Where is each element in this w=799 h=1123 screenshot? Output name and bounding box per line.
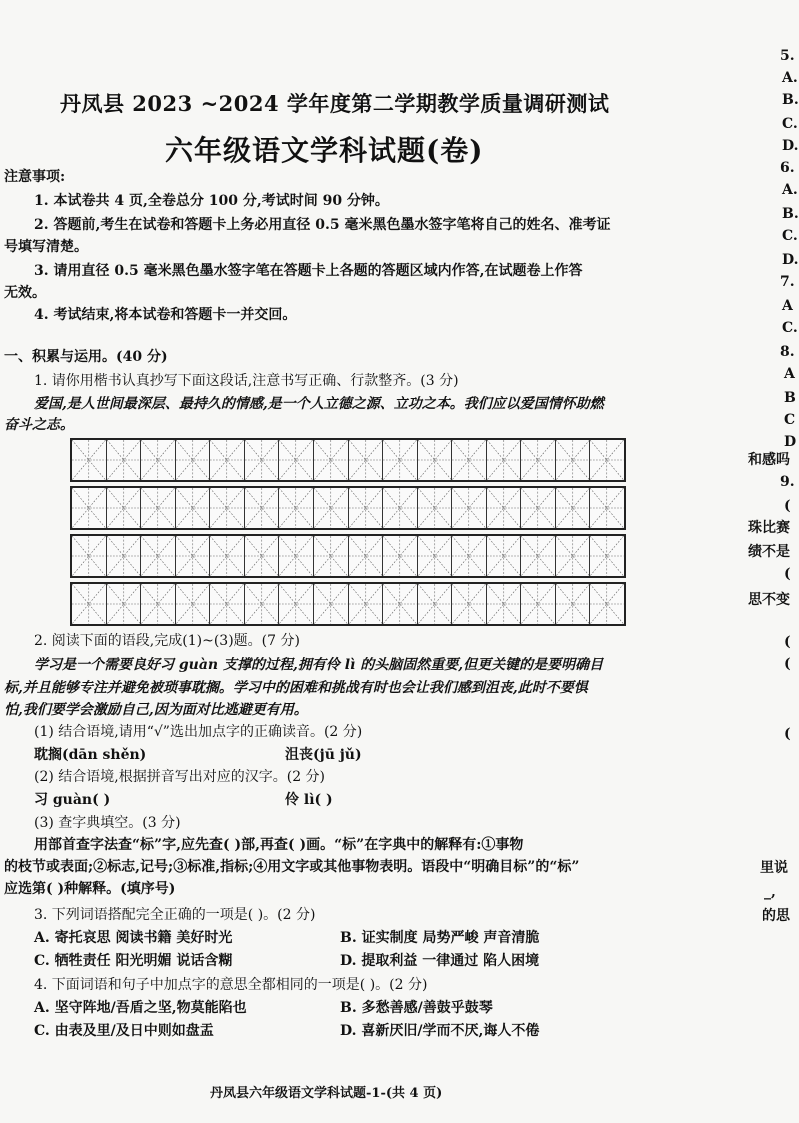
grid-cell[interactable] <box>590 440 624 480</box>
grid-cell[interactable] <box>521 584 556 624</box>
grid-cell[interactable] <box>176 536 211 576</box>
fragment-text: B. <box>782 92 799 108</box>
reading-passage: 怕,我们要学会激励自己,因为面对比逃避更有用。 <box>4 702 308 718</box>
grid-cell[interactable] <box>176 440 211 480</box>
grid-cell[interactable] <box>107 488 142 528</box>
copy-passage: 奋斗之志。 <box>4 417 74 433</box>
fragment-text: _, <box>764 884 776 900</box>
grid-cell[interactable] <box>279 584 314 624</box>
option-d: D. 提取利益 一律通过 陷人困境 <box>340 953 540 969</box>
subquestion: (2) 结合语境,根据拼音写出对应的汉字。(2 分) <box>34 769 326 785</box>
grid-cell[interactable] <box>141 440 176 480</box>
dictionary-text: 用部首查字法查“标”字,应先查( )部,再查( )画。“标”在字典中的解释有:①事物 <box>34 837 524 853</box>
question-3-prompt: 3. 下列词语搭配完全正确的一项是( )。(2 分) <box>34 907 316 923</box>
grid-cell[interactable] <box>141 584 176 624</box>
grid-cell[interactable] <box>141 536 176 576</box>
grid-cell[interactable] <box>279 536 314 576</box>
fragment-text: 珠比赛 <box>748 520 790 536</box>
fragment-text: ( <box>784 498 791 514</box>
grid-cell[interactable] <box>590 488 624 528</box>
fragment-text: ( <box>784 726 791 742</box>
fragment-text: D <box>784 434 797 450</box>
page-footer: 丹凤县六年级语文学科试题-1-(共 4 页) <box>210 1086 443 1101</box>
grid-cell[interactable] <box>487 488 522 528</box>
note-item: 3. 请用直径 0.5 毫米黑色墨水签字笔在答题卡上各题的答题区域内作答,在试题卷上作答 <box>34 263 583 279</box>
grid-cell[interactable] <box>452 584 487 624</box>
grid-cell[interactable] <box>279 440 314 480</box>
grid-cell[interactable] <box>383 536 418 576</box>
grid-cell[interactable] <box>176 584 211 624</box>
adjacent-page-fragment <box>748 0 799 1123</box>
grid-cell[interactable] <box>418 584 453 624</box>
grid-cell[interactable] <box>487 440 522 480</box>
pinyin-option: 耽搁(dān shěn) <box>34 747 147 763</box>
option-c: C. 牺牲责任 阳光明媚 说话含糊 <box>34 953 233 969</box>
fragment-text: C <box>784 412 796 428</box>
dictionary-text: 的枝节或表面;②标志,记号;③标准,指标;④用文字或其他事物表明。语段中“明确目标”的“标” <box>4 859 580 875</box>
grid-cell[interactable] <box>279 488 314 528</box>
grid-cell[interactable] <box>245 584 280 624</box>
pinyin-blank: 习 guàn( ) <box>34 792 111 808</box>
grid-cell[interactable] <box>210 536 245 576</box>
fragment-text: D. <box>782 252 799 268</box>
fragment-text: A. <box>782 70 798 86</box>
grid-cell[interactable] <box>383 584 418 624</box>
notes-heading: 注意事项: <box>4 169 66 185</box>
fragment-text: B. <box>782 206 799 222</box>
option-b: B. 多愁善感/善鼓乎鼓琴 <box>340 1000 493 1016</box>
grid-cell[interactable] <box>72 536 107 576</box>
fragment-text: C. <box>782 320 798 336</box>
note-item: 2. 答题前,考生在试卷和答题卡上务必用直径 0.5 毫米黑色墨水签字笔将自己的姓名、准考证 <box>34 217 611 233</box>
grid-row[interactable] <box>70 486 626 530</box>
section-heading: 一、积累与运用。(40 分) <box>4 349 168 365</box>
fragment-text: 9. <box>780 474 795 490</box>
grid-cell[interactable] <box>141 488 176 528</box>
fragment-text: A <box>784 366 795 382</box>
reading-passage: 标,并且能够专注并避免被琐事耽搁。学习中的困难和挑战有时也会让我们感到沮丧,此时不要惧 <box>4 680 588 696</box>
grid-cell[interactable] <box>487 584 522 624</box>
grid-cell[interactable] <box>556 536 591 576</box>
grid-cell[interactable] <box>107 536 142 576</box>
fragment-text: C. <box>782 116 798 132</box>
grid-cell[interactable] <box>349 488 384 528</box>
pinyin-option: 沮丧(jū jǔ) <box>285 747 362 763</box>
option-a: A. 寄托哀思 阅读书籍 美好时光 <box>34 930 233 946</box>
question-1-prompt: 1. 请你用楷书认真抄写下面这段话,注意书写正确、行款整齐。(3 分) <box>34 373 459 389</box>
grid-cell[interactable] <box>314 584 349 624</box>
exam-title: 丹凤县 2023 ~2024 学年度第二学期教学质量调研测试 <box>60 91 610 116</box>
option-d: D. 喜新厌旧/学而不厌,诲人不倦 <box>340 1023 540 1039</box>
grid-cell[interactable] <box>418 440 453 480</box>
grid-cell[interactable] <box>349 536 384 576</box>
grid-cell[interactable] <box>521 440 556 480</box>
fragment-text: A <box>782 298 793 314</box>
fragment-text: 和感吗 <box>748 452 790 468</box>
note-item: 号填写清楚。 <box>4 239 88 255</box>
grid-cell[interactable] <box>245 440 280 480</box>
grid-cell[interactable] <box>418 488 453 528</box>
grid-cell[interactable] <box>176 488 211 528</box>
grid-cell[interactable] <box>556 440 591 480</box>
option-b: B. 证实制度 局势严峻 声音清脆 <box>340 930 540 946</box>
note-item: 4. 考试结束,将本试卷和答题卡一并交回。 <box>34 307 297 323</box>
grid-cell[interactable] <box>452 440 487 480</box>
grid-cell[interactable] <box>107 440 142 480</box>
grid-cell[interactable] <box>556 488 591 528</box>
fragment-text: ( <box>784 634 791 650</box>
grid-cell[interactable] <box>590 536 624 576</box>
grid-cell[interactable] <box>72 488 107 528</box>
grid-cell[interactable] <box>452 488 487 528</box>
dictionary-text: 应选第( )种解释。(填序号) <box>4 881 176 897</box>
fragment-text: 8. <box>780 344 795 360</box>
fragment-text: 思不变 <box>748 592 790 608</box>
subquestion: (3) 查字典填空。(3 分) <box>34 815 181 831</box>
fragment-text: 6. <box>780 160 795 176</box>
grid-cell[interactable] <box>383 488 418 528</box>
grid-cell[interactable] <box>418 536 453 576</box>
fragment-text: 5. <box>780 48 795 64</box>
grid-cell[interactable] <box>590 584 624 624</box>
grid-cell[interactable] <box>487 536 522 576</box>
grid-cell[interactable] <box>72 440 107 480</box>
note-item: 无效。 <box>4 285 46 301</box>
fragment-text: 里说 <box>760 860 788 876</box>
subquestion: (1) 结合语境,请用“√”选出加点字的正确读音。(2 分) <box>34 724 363 740</box>
question-4-prompt: 4. 下面词语和句子中加点字的意思全都相同的一项是( )。(2 分) <box>34 977 428 993</box>
grid-cell[interactable] <box>349 440 384 480</box>
grid-row[interactable] <box>70 534 626 578</box>
fragment-text: ( <box>784 656 791 672</box>
grid-cell[interactable] <box>349 584 384 624</box>
grid-cell[interactable] <box>245 536 280 576</box>
grid-cell[interactable] <box>107 584 142 624</box>
pinyin-blank: 伶 lì( ) <box>285 792 333 808</box>
grid-cell[interactable] <box>452 536 487 576</box>
fragment-text: C. <box>782 228 798 244</box>
fragment-text: ( <box>784 566 791 582</box>
note-item: 1. 本试卷共 4 页,全卷总分 100 分,考试时间 90 分钟。 <box>34 193 389 209</box>
fragment-text: B <box>784 390 796 406</box>
grid-cell[interactable] <box>210 440 245 480</box>
grid-cell[interactable] <box>210 584 245 624</box>
grid-cell[interactable] <box>383 440 418 480</box>
grid-cell[interactable] <box>314 440 349 480</box>
question-2-prompt: 2. 阅读下面的语段,完成(1)~(3)题。(7 分) <box>34 633 300 649</box>
option-a: A. 坚守阵地/吾盾之坚,物莫能陷也 <box>34 1000 247 1016</box>
reading-passage: 学习是一个需要良好习 guàn 支撑的过程,拥有伶 lì 的头脑固然重要,但更关键的是要明确目 <box>34 657 604 673</box>
grid-cell[interactable] <box>245 488 280 528</box>
copy-passage: 爱国,是人世间最深层、最持久的情感,是一个人立德之源、立功之本。我们应以爱国情怀助燃 <box>34 396 604 412</box>
grid-row[interactable] <box>70 582 626 626</box>
grid-cell[interactable] <box>210 488 245 528</box>
grid-cell[interactable] <box>521 536 556 576</box>
fragment-text: D. <box>782 138 799 154</box>
grid-cell[interactable] <box>72 584 107 624</box>
grid-cell[interactable] <box>314 488 349 528</box>
exam-subtitle: 六年级语文学科试题(卷) <box>165 134 484 167</box>
fragment-text: 的思 <box>762 908 790 924</box>
grid-row[interactable] <box>70 438 626 482</box>
fragment-text: 绩不是 <box>748 544 790 560</box>
option-c: C. 由表及里/及日中则如盘盂 <box>34 1023 214 1039</box>
grid-cell[interactable] <box>521 488 556 528</box>
grid-cell[interactable] <box>556 584 591 624</box>
fragment-text: 7. <box>780 274 795 290</box>
grid-cell[interactable] <box>314 536 349 576</box>
fragment-text: A. <box>782 182 798 198</box>
